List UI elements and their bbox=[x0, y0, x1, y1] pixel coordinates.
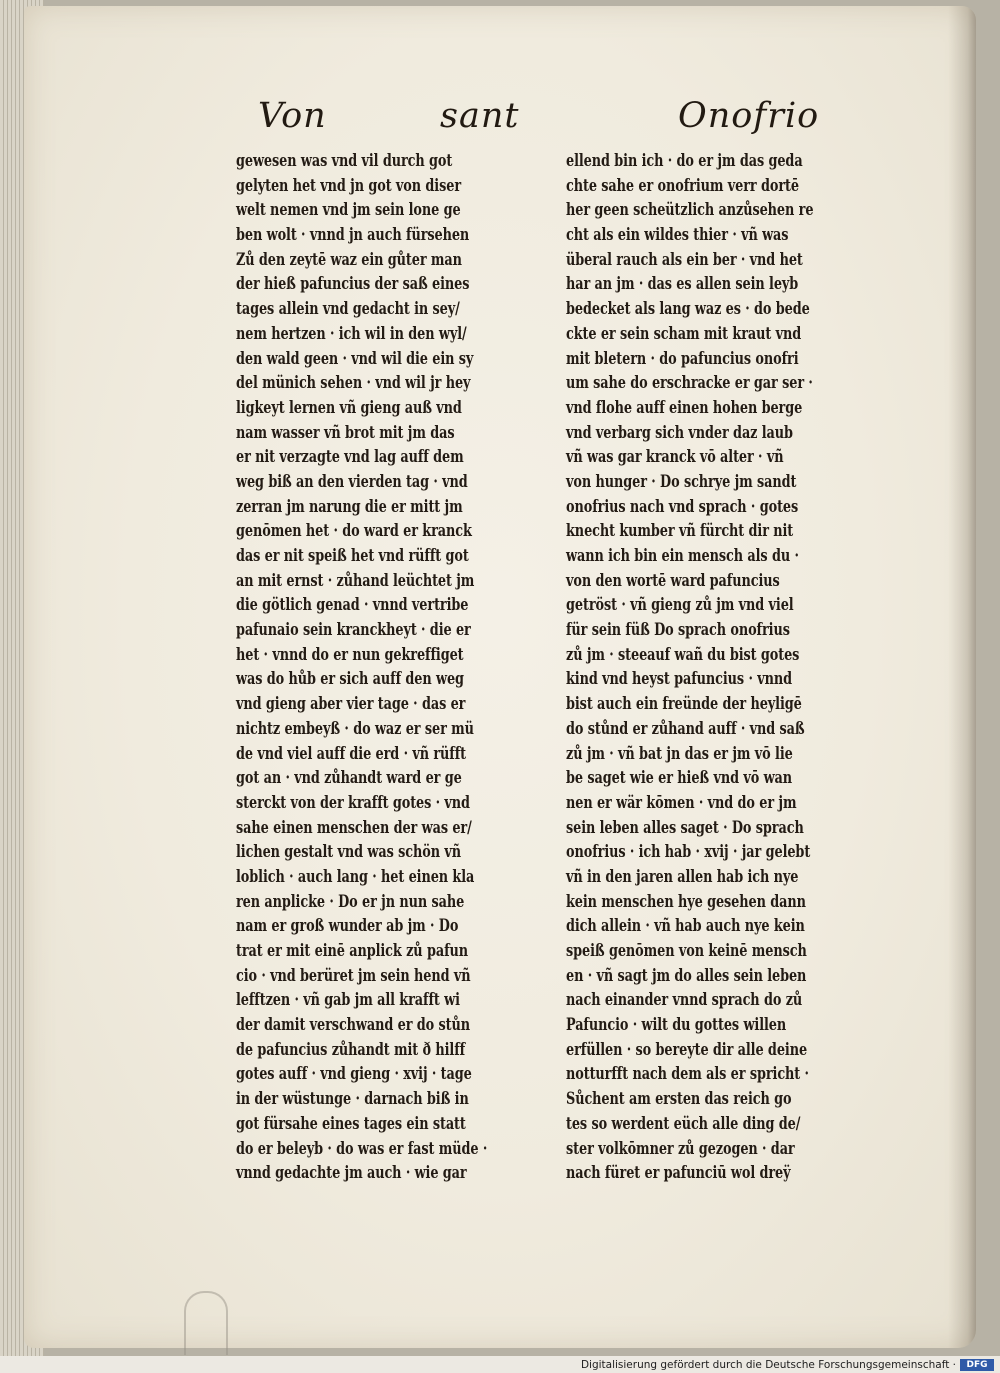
text-line: genōmen het · do ward er kranck bbox=[236, 520, 472, 541]
text-line: ligkeyt lernen vñ gieng auß vnd bbox=[236, 396, 462, 417]
text-line: die götlich genad · vnnd vertribe bbox=[236, 594, 469, 615]
text-line: cht als ein wildes thier · vñ was bbox=[566, 224, 789, 245]
text-line: in der wüstunge · darnach biß in bbox=[236, 1088, 469, 1109]
text-line: tages allein vnd gedacht in sey/ bbox=[236, 298, 460, 319]
text-line: gotes auff · vnd gieng · xvij · tage bbox=[236, 1063, 472, 1084]
text-line: ckte er sein scham mit kraut vnd bbox=[566, 322, 802, 343]
page-gutter-shadow bbox=[948, 6, 976, 1348]
funding-credit: Digitalisierung gefördert durch die Deutsche Forschungsgemeinschaft · bbox=[580, 1359, 956, 1371]
text-line: vnnd gedachte jm auch · wie gar bbox=[236, 1162, 467, 1183]
text-line: gelyten het vnd jn got von diser bbox=[236, 174, 461, 195]
text-line: weg biß an den vierden tag · vnd bbox=[236, 470, 468, 491]
text-line: den wald geen · vnd wil die ein sy bbox=[236, 347, 474, 368]
text-line: loblich · auch lang · het einen kla bbox=[236, 865, 475, 886]
text-line: ellend bin ich · do er jm das geda bbox=[566, 150, 803, 170]
text-line: do stůnd er zůhand auff · vnd saß bbox=[566, 717, 805, 738]
heading-left: Von bbox=[258, 96, 327, 136]
text-line: sterckt von der krafft gotes · vnd bbox=[236, 791, 470, 812]
text-line: der hieß pafuncius der saß eines bbox=[236, 273, 470, 294]
text-line: für sein füß Do sprach onofrius bbox=[566, 619, 790, 640]
text-line: sein leben alles saget · Do sprach bbox=[566, 816, 804, 837]
text-line: ster volkōmner zů gezogen · dar bbox=[566, 1137, 795, 1158]
text-line: her geen scheützlich anzůsehen re bbox=[566, 199, 814, 220]
text-line: ren anplicke · Do er jn nun sahe bbox=[236, 890, 465, 911]
text-line: erfüllen · so bereyte dir alle deine bbox=[566, 1038, 808, 1059]
text-line: got an · vnd zůhandt ward er ge bbox=[236, 767, 462, 788]
text-line: zerran jm narung die er mitt jm bbox=[236, 495, 463, 516]
text-line: de pafuncius zůhandt mit ð hilff bbox=[236, 1038, 466, 1059]
text-line: er nit verzagte vnd lag auff dem bbox=[236, 446, 464, 467]
text-line: chte sahe er onofrium verr dortē bbox=[566, 174, 799, 195]
text-line: kein menschen hye gesehen dann bbox=[566, 890, 806, 911]
text-line: cio · vnd berüret jm sein hend vñ bbox=[236, 964, 471, 985]
text-line: speiß genōmen von keinē mensch bbox=[566, 940, 807, 960]
text-line: nen er wär kōmen · vnd do er jm bbox=[566, 791, 797, 812]
text-line: vnd flohe auff einen hohen berge bbox=[566, 396, 803, 417]
text-line: an mit ernst · zůhand leüchtet jm bbox=[236, 569, 475, 590]
text-line: onofrius · ich hab · xvij · jar gelebt bbox=[566, 841, 811, 862]
text-line: was do hůb er sich auff den weg bbox=[236, 668, 464, 689]
text-line: zů jm · steeauf wañ du bist gotes bbox=[566, 643, 800, 664]
text-line: überal rauch als ein ber · vnd het bbox=[566, 248, 803, 269]
text-line: von hunger · Do schrye jm sandt bbox=[566, 470, 797, 491]
text-line: notturfft nach dem als er spricht · bbox=[566, 1063, 809, 1084]
footer-bar bbox=[0, 1356, 1000, 1373]
text-line: bedecket als lang waz es · do bede bbox=[566, 298, 810, 319]
left-text-column bbox=[236, 148, 556, 1185]
text-line: getröst · vñ gieng zů jm vnd viel bbox=[566, 594, 794, 615]
clip-mark bbox=[184, 1291, 228, 1355]
heading-middle: sant bbox=[440, 96, 520, 136]
text-line: vñ was gar kranck vō alter · vñ bbox=[566, 446, 784, 467]
text-line: Sůchent am ersten das reich go bbox=[566, 1088, 792, 1109]
text-line: mit bletern · do pafuncius onofri bbox=[566, 347, 799, 368]
text-line: ben wolt · vnnd jn auch fürsehen bbox=[236, 224, 470, 245]
text-line: wann ich bin ein mensch als du · bbox=[566, 545, 799, 565]
text-line: be saget wie er hieß vnd vō wan bbox=[566, 767, 793, 788]
text-line: del münich sehen · vnd wil jr hey bbox=[236, 372, 471, 393]
text-line: sahe einen menschen der was er/ bbox=[236, 816, 472, 837]
text-line: Pafuncio · wilt du gottes willen bbox=[566, 1014, 787, 1035]
text-line: bist auch ein freünde der heyligē bbox=[566, 693, 802, 714]
text-line: kind vnd heyst pafuncius · vnnd bbox=[566, 668, 792, 689]
text-line: got fürsahe eines tages ein statt bbox=[236, 1112, 466, 1133]
text-line: nam er groß wunder ab jm · Do bbox=[236, 915, 459, 936]
text-line: het · vnnd do er nun gekreffiget bbox=[236, 643, 464, 664]
text-line: Zů den zeytē waz ein gůter man bbox=[236, 248, 462, 269]
text-line: das er nit speiß het vnd rüfft got bbox=[236, 545, 469, 565]
text-line: trat er mit einē anplick zů pafun bbox=[236, 940, 469, 960]
right-text-column bbox=[566, 148, 886, 1185]
text-line: nichtz embeyß · do waz er ser mü bbox=[236, 717, 474, 738]
text-line: har an jm · das es allen sein leyb bbox=[566, 273, 799, 294]
text-line: nach einander vnnd sprach do zů bbox=[566, 989, 803, 1010]
text-line: dich allein · vñ hab auch nye kein bbox=[566, 915, 805, 936]
heading-right: Onofrio bbox=[678, 96, 820, 136]
text-line: nach füret er pafunciū wol dreÿ bbox=[566, 1162, 791, 1183]
text-line: tes so werdent eüch alle ding de/ bbox=[566, 1112, 801, 1133]
text-line: um sahe do erschracke er gar ser · bbox=[566, 372, 813, 393]
running-heading bbox=[258, 96, 820, 146]
text-line: lichen gestalt vnd was schön vñ bbox=[236, 841, 461, 862]
text-line: nam wasser vñ brot mit jm das bbox=[236, 421, 455, 442]
text-line: nem hertzen · ich wil in den wyl/ bbox=[236, 322, 467, 343]
text-line: vnd verbarg sich vnder daz laub bbox=[566, 421, 793, 442]
text-line: zů jm · vñ bat jn das er jm vō lie bbox=[566, 742, 793, 763]
text-line: gewesen was vnd vil durch got bbox=[236, 150, 453, 170]
text-line: pafunaio sein kranckheyt · die er bbox=[236, 619, 471, 640]
text-line: knecht kumber vñ fürcht dir nit bbox=[566, 520, 794, 541]
text-line: onofrius nach vnd sprach · gotes bbox=[566, 495, 799, 516]
text-line: von den wortē ward pafuncius bbox=[566, 569, 780, 590]
text-line: lefftzen · vñ gab jm all krafft wi bbox=[236, 989, 460, 1010]
text-line: de vnd viel auff die erd · vñ rüfft bbox=[236, 742, 466, 763]
dfg-logo: DFG bbox=[960, 1359, 994, 1371]
text-line: en · vñ sagt jm do alles sein leben bbox=[566, 964, 807, 985]
text-line: do er beleyb · do was er fast müde · bbox=[236, 1137, 488, 1158]
text-line: der damit verschwand er do stůn bbox=[236, 1014, 471, 1035]
text-line: welt nemen vnd jm sein lone ge bbox=[236, 199, 461, 220]
text-line: vnd gieng aber vier tage · das er bbox=[236, 693, 466, 714]
text-line: vñ in den jaren allen hab ich nye bbox=[566, 865, 799, 886]
